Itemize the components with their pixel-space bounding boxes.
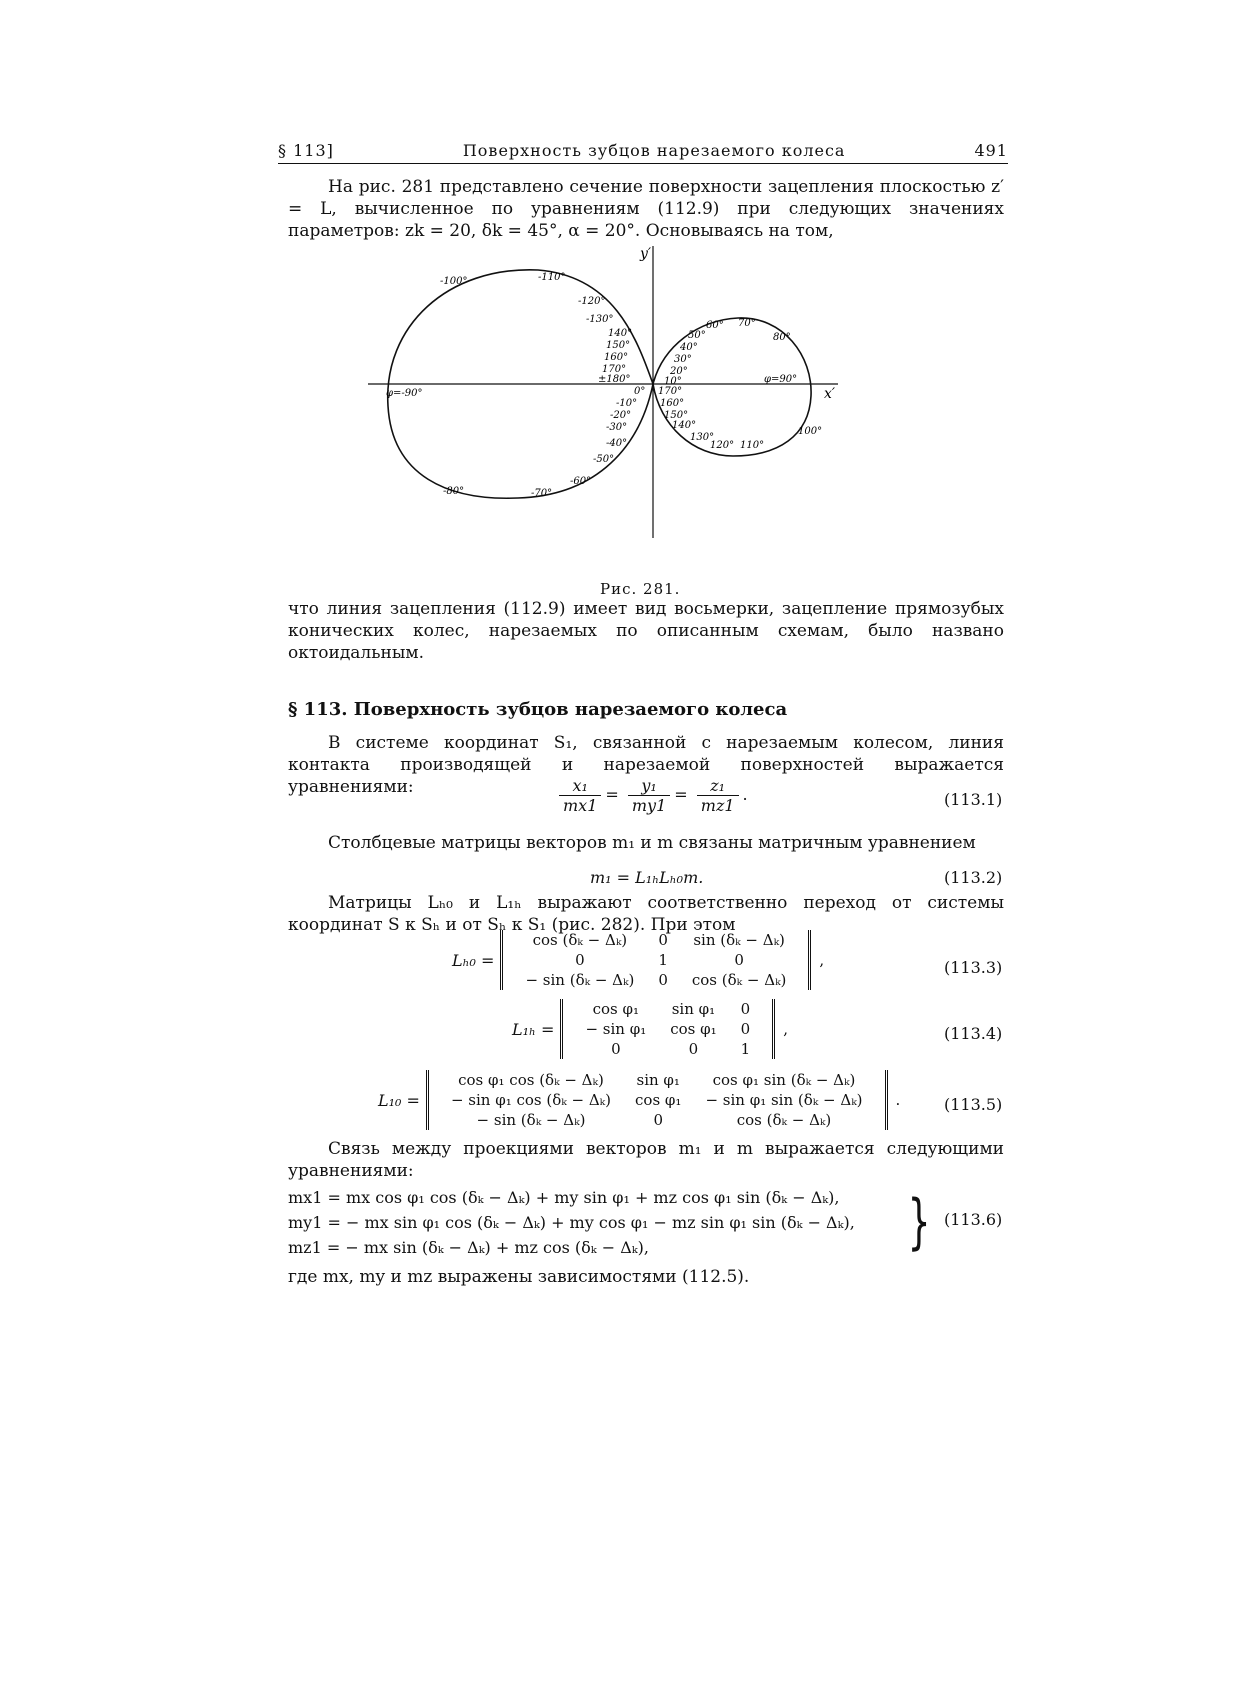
left-loop-label-9: φ=-90° [386, 388, 423, 399]
right-loop-label-15: 110° [740, 440, 765, 451]
eq1-den3: mz1 [700, 796, 735, 815]
left-loop-label-12: -60° [570, 476, 592, 487]
eq-number-113-5: (113.5) [944, 1095, 1003, 1114]
right-loop-label-16: 100° [798, 426, 823, 437]
eq1-num1: x₁ [559, 776, 601, 796]
eq3-cell-1-2: 0 [734, 951, 744, 969]
left-loop-label-17: -10° [616, 398, 638, 409]
right-loop-label-3: 50° [688, 330, 706, 341]
paragraph-5: где mx, my и mz выражены зависимостями (112.5). [288, 1267, 750, 1287]
eq1-num3: z₁ [697, 776, 739, 796]
right-loop-label-13: 130° [690, 432, 715, 443]
left-loop-label-15: -30° [606, 422, 628, 433]
left-loop-label-1: -110° [538, 272, 566, 283]
eq4-cell-2-2: 1 [740, 1040, 751, 1058]
matrix-l1h-label: L₁ₕ = [512, 1019, 555, 1039]
matrix-lh0-label: Lₕ₀ = [452, 950, 495, 970]
equation-113-2: m₁ = L₁ₕLₕ₀m. [590, 868, 704, 887]
left-loop-label-0: -100° [440, 276, 468, 287]
x-axis-label: x′ [824, 386, 836, 402]
matrix-lh0-punct: , [819, 951, 825, 969]
eq5-cell-2-2: cos (δₖ − Δₖ) [736, 1111, 832, 1129]
eq4-cell-0-2: 0 [740, 1000, 751, 1018]
eq3-cell-1-0: 0 [575, 951, 585, 969]
equation-system-113-6 [288, 1185, 855, 1260]
left-loop-label-18: 0° [634, 386, 646, 397]
eq3-cell-2-0: − sin (δₖ − Δₖ) [525, 971, 635, 989]
eq4-cell-1-0: − sin φ₁ [585, 1020, 647, 1038]
eq6-line-1: mx1 = mx cos φ₁ cos (δₖ − Δₖ) + my sin φ₁ + mz cos φ₁ sin (δₖ − Δₖ), [288, 1188, 840, 1207]
paragraph-4: Связь между проекциями векторов m₁ и m выражается следующими уравнениями: [288, 1139, 1004, 1181]
eq3-cell-0-1: 0 [658, 931, 668, 949]
eq1-den2: my1 [631, 796, 667, 815]
running-header [278, 141, 1008, 164]
right-loop-label-1: 70° [738, 318, 756, 329]
eq4-cell-2-0: 0 [611, 1040, 621, 1058]
y-axis-label: y′ [640, 246, 652, 262]
eq-number-113-4: (113.4) [944, 1024, 1003, 1043]
eq3-cell-2-1: 0 [658, 971, 668, 989]
eq-number-113-1: (113.1) [944, 790, 1003, 809]
paragraph-1: В системе координат S₁, связанной с нарезаемым колесом, линия контакта производящей и нарезаемой поверхностей выражается уравнениями: [288, 733, 1004, 797]
right-loop-label-10: 160° [660, 398, 685, 409]
eq4-cell-1-1: cos φ₁ [670, 1020, 717, 1038]
right-loop-label-12: 140° [672, 420, 697, 431]
eq6-line-3: mz1 = − mx sin (δₖ − Δₖ) + mz cos (δₖ − Δₖ), [288, 1238, 649, 1257]
eq-number-113-3: (113.3) [944, 958, 1003, 977]
header-section: § 113] [278, 141, 334, 160]
left-loop-label-6: 160° [604, 352, 629, 363]
matrix-lh0 [452, 930, 824, 990]
figure-281 [386, 246, 888, 566]
right-loop-label-14: 120° [710, 440, 735, 451]
matrix-l1h-punct: , [783, 1020, 788, 1038]
eq5-cell-2-0: − sin (δₖ − Δₖ) [476, 1111, 586, 1129]
eq-number-113-2: (113.2) [944, 868, 1003, 887]
left-loop-label-7: 170° [602, 364, 627, 375]
figure-caption: Рис. 281. [600, 580, 681, 598]
eq5-cell-1-1: cos φ₁ [635, 1091, 682, 1109]
equation-113-1: $\frac{\text{x₁}}{mx1}$ = $\frac{\text{y₁}}{my1}$ = $\frac{\text{z₁}}{mz1}$ . [555, 776, 748, 815]
left-loop-label-2: -120° [578, 296, 606, 307]
eq3-cell-2-2: cos (δₖ − Δₖ) [691, 971, 787, 989]
eq3-cell-1-1: 1 [658, 951, 668, 969]
right-loop-label-11: 150° [664, 410, 689, 421]
right-loop-label-7: 10° [664, 376, 682, 387]
eq4-cell-0-0: cos φ₁ [592, 1000, 640, 1018]
right-loop-label-2: 80° [773, 332, 791, 343]
left-loop-label-5: 150° [606, 340, 631, 351]
curve-labels [386, 272, 822, 499]
page-number: 491 [974, 141, 1008, 160]
right-loop-label-0: 60° [706, 320, 724, 331]
eq5-cell-1-2: − sin φ₁ sin (δₖ − Δₖ) [705, 1091, 863, 1109]
eq5-cell-0-2: cos φ₁ sin (δₖ − Δₖ) [712, 1071, 856, 1089]
right-loop-label-9: 170° [658, 386, 683, 397]
left-loop-label-10: -80° [443, 486, 465, 497]
matrix-lh0-table [513, 930, 798, 990]
paragraph-2: Столбцевые матрицы векторов m₁ и m связаны матричным уравнением [328, 833, 976, 853]
left-loop-label-3: -130° [586, 314, 614, 325]
eq4-cell-2-1: 0 [688, 1040, 699, 1058]
left-loop-label-16: -20° [610, 410, 632, 421]
left-loop-label-8: ±180° [598, 374, 631, 385]
matrix-l10-table [439, 1070, 875, 1130]
eq5-cell-2-1: 0 [653, 1111, 663, 1129]
left-loop-label-4: 140° [608, 328, 633, 339]
after-figure-paragraph: что линия зацепления (112.9) имеет вид восьмерки, зацепление прямозубых конических колес, нарезаемых по описанным схемам, было названо октоидальным. [288, 599, 1004, 663]
right-loop-label-6: 20° [670, 366, 688, 377]
eq-number-113-6: (113.6) [944, 1210, 1003, 1229]
eq3-cell-0-0: cos (δₖ − Δₖ) [532, 931, 628, 949]
section-heading: § 113. Поверхность зубцов нарезаемого колеса [288, 699, 788, 720]
matrix-l1h [512, 999, 788, 1059]
matrix-l10-punct: . [895, 1091, 901, 1109]
eq4-cell-0-1: sin φ₁ [671, 1000, 716, 1018]
right-loop-label-4: 40° [680, 342, 698, 353]
eq4-cell-1-2: 0 [740, 1020, 751, 1038]
eq1-num2: y₁ [628, 776, 670, 796]
matrix-l10 [378, 1070, 900, 1130]
intro-paragraph: На рис. 281 представлено сечение поверхности зацепления плоскостью z′ = L, вычисленное по уравнениям (112.9) при следующих значениях параметров: zk = 20, δk = 45°, α = 20°. Основываясь на том, [288, 177, 1004, 241]
left-loop-label-14: -40° [606, 438, 628, 449]
right-brace: } [907, 1187, 931, 1257]
eq6-line-2: my1 = − mx sin φ₁ cos (δₖ − Δₖ) + my cos φ₁ − mz sin φ₁ sin (δₖ − Δₖ), [288, 1213, 855, 1232]
eq1-den1: mx1 [563, 796, 598, 815]
matrix-l1h-table [573, 999, 762, 1059]
right-loop-label-5: 30° [674, 354, 692, 365]
eq5-cell-1-0: − sin φ₁ cos (δₖ − Δₖ) [450, 1091, 612, 1109]
right-loop-label-8: φ=90° [764, 374, 798, 385]
left-loop-label-11: -70° [531, 488, 553, 499]
eq5-cell-0-1: sin φ₁ [636, 1071, 680, 1089]
paragraph-3: Матрицы Lₕ₀ и L₁ₕ выражают соответственно переход от системы координат S к Sₕ и от Sₕ к S₁ (рис. 282). При этом [288, 893, 1004, 935]
left-loop-label-13: -50° [593, 454, 615, 465]
eq5-cell-0-0: cos φ₁ cos (δₖ − Δₖ) [458, 1071, 604, 1089]
matrix-l10-label: L₁₀ = [378, 1090, 420, 1110]
header-title: Поверхность зубцов нарезаемого колеса [462, 141, 846, 160]
eq3-cell-0-2: sin (δₖ − Δₖ) [693, 931, 785, 949]
